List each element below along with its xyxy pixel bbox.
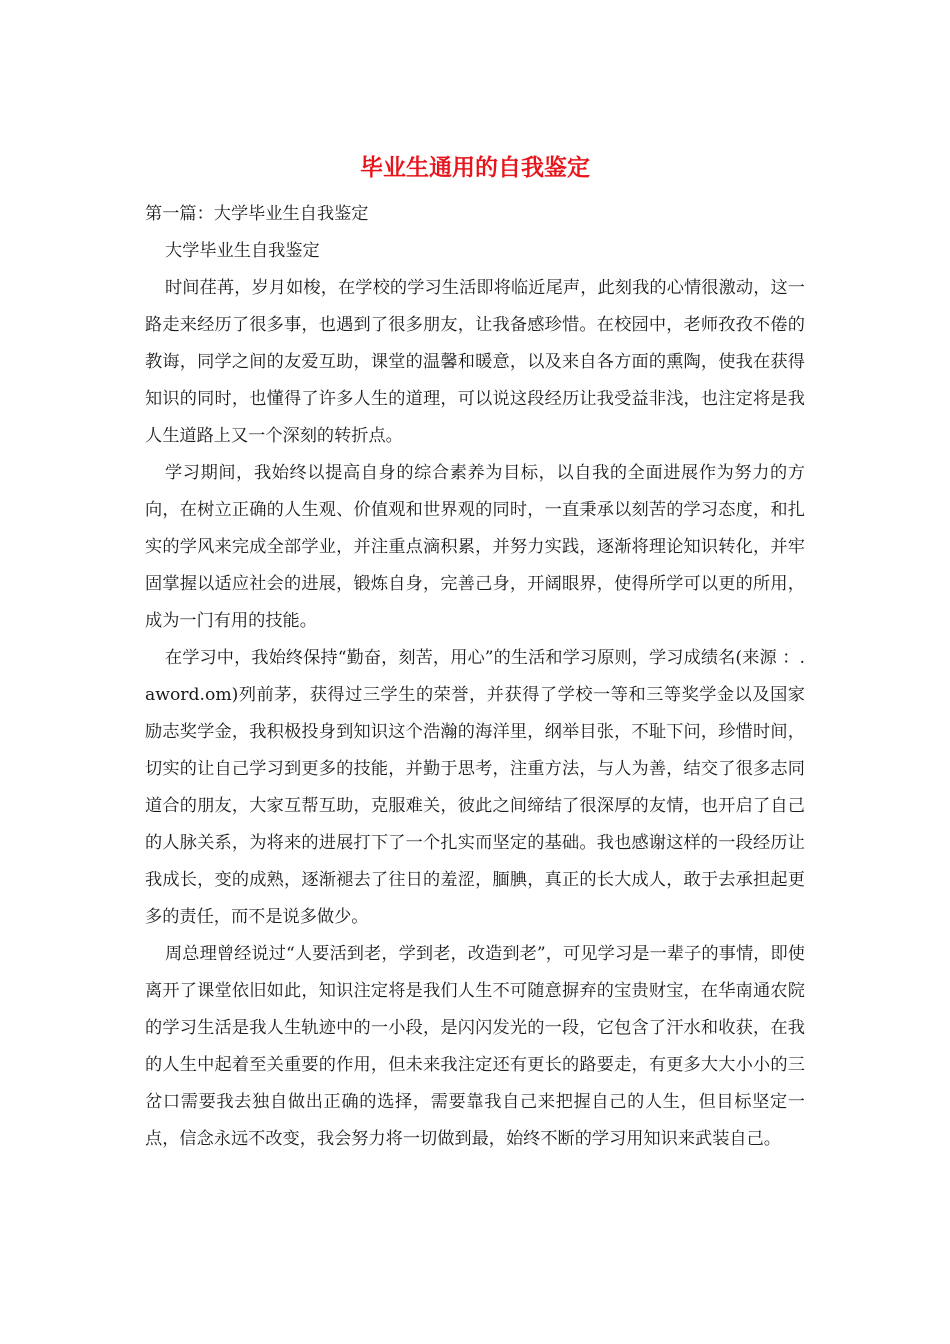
paragraph: 学习期间，我始终以提高自身的综合素养为目标，以自我的全面进展作为努力的方向，在树立正确的人生观、价值观和世界观的同时，一直秉承以刻苦的学习态度，和扎实的学风来完成全部学业，并注重点滴积累，并努力实践，逐渐将理论知识转化，并牢固掌握以适应社会的进展，锻炼自身，完善己身，开阔眼界，使得所学可以更的所用，成为一门有用的技能。 <box>145 463 805 631</box>
paragraph: 周总理曾经说过“人要活到老，学到老，改造到老”，可见学习是一辈子的事情，即使离开了课堂依旧如此，知识注定将是我们人生不可随意摒弃的宝贵财宝，在华南通农院的学习生活是我人生轨迹中的一小段，是闪闪发光的一段，它包含了汗水和收获，在我的人生中起着至关重要的作用，但未来我注定还有更长的路要走，有更多大大小小的三岔口需要我去独自做出正确的选择，需要靠我自己来把握自己的人生，但目标坚定一点，信念永远不改变，我会努力将一切做到最，始终不断的学习用知识来武装自己。 <box>145 944 805 1149</box>
section-subtitle: 大学毕业生自我鉴定 <box>165 241 320 261</box>
document-title: 毕业生通用的自我鉴定 <box>360 154 590 181</box>
document-body <box>145 196 805 1158</box>
section-heading: 第一篇：大学毕业生自我鉴定 <box>145 204 369 224</box>
paragraph: 在学习中，我始终保持“勤奋，刻苦，用心”的生活和学习原则，学习成绩名(来源 ：.aword.om)列前茅，获得过三学生的荣誉，并获得了学校一等和三等奖学金以及国家励志奖学金，我积极投身到知识这个浩瀚的海洋里，纲举目张，不耻下问，珍惜时间，切实的让自己学习到更多的技能，并勤于思考，注重方法，与人为善，结交了很多志同道合的朋友，大家互帮互助，克服难关，彼此之间缔结了很深厚的友情，也开启了自己的人脉关系，为将来的进展打下了一个扎实而坚定的基础。我也感谢这样的一段经历让我成长，变的成熟，逐渐褪去了往日的羞涩，腼腆，真正的长大成人，敢于去承担起更多的责任，而不是说多做少。 <box>145 648 805 927</box>
paragraph: 时间荏苒，岁月如梭，在学校的学习生活即将临近尾声，此刻我的心情很激动，这一路走来经历了很多事，也遇到了很多朋友，让我备感珍惜。在校园中，老师孜孜不倦的教诲，同学之间的友爱互助，课堂的温馨和暖意，以及来自各方面的熏陶，使我在获得知识的同时，也懂得了许多人生的道理，可以说这段经历让我受益非浅，也注定将是我人生道路上又一个深刻的转折点。 <box>145 278 805 446</box>
